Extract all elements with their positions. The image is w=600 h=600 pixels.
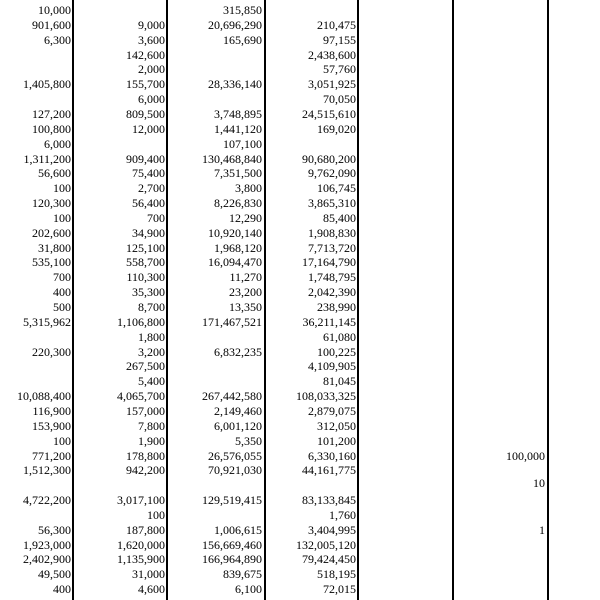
table-cell: 16,094,470: [208, 255, 262, 270]
table-cell: 1,106,800: [117, 314, 165, 329]
table-cell: 178,800: [126, 448, 165, 463]
table-cell: 72,015: [323, 582, 356, 597]
table-cell: [455, 152, 545, 167]
table-cell: [360, 196, 450, 211]
table-cell: 61,080: [323, 329, 356, 344]
table-cell: [360, 476, 450, 491]
table-cell: [360, 33, 450, 48]
table-cell: [455, 345, 545, 360]
table-cell: 4,600: [138, 582, 165, 597]
table-cell: 3,200: [138, 344, 165, 359]
table-cell: 535,100: [32, 255, 71, 270]
table-cell: 12,290: [229, 210, 262, 225]
table-cell: 1,405,800: [23, 77, 71, 92]
table-cell: 100: [53, 181, 71, 196]
table-cell: [170, 476, 262, 491]
table-row: [0, 449, 600, 464]
table-cell: 6,330,160: [308, 448, 356, 463]
table-cell: 83,133,845: [302, 493, 356, 508]
table-row: [0, 241, 600, 256]
table-cell: [360, 211, 450, 226]
table-cell: 901,600: [32, 17, 71, 32]
table-cell: 17,164,790: [302, 255, 356, 270]
table-cell: 6,832,235: [214, 344, 262, 359]
table-cell: 36,211,145: [302, 314, 356, 329]
table-cell: 142,600: [126, 47, 165, 62]
table-cell: 1,748,795: [308, 270, 356, 285]
table-cell: 839,675: [223, 567, 262, 582]
table-cell: 909,400: [126, 151, 165, 166]
table-cell: 4,722,200: [23, 493, 71, 508]
table-cell: [360, 315, 450, 330]
table-cell: [360, 523, 450, 538]
table-cell: [360, 552, 450, 567]
table-cell: 3,404,995: [308, 522, 356, 537]
table-cell: 31,000: [132, 567, 165, 582]
table-cell: [455, 538, 545, 553]
table-cell: [360, 62, 450, 77]
table-cell: 10,088,400: [17, 389, 71, 404]
table-cell: 56,600: [38, 166, 71, 181]
table-cell: [0, 476, 71, 491]
table-cell: 3,748,895: [214, 106, 262, 121]
table-cell: [360, 538, 450, 553]
table-cell: 2,000: [138, 62, 165, 77]
table-cell: [455, 166, 545, 181]
table-cell: 500: [53, 300, 71, 314]
table-cell: 267,442,580: [202, 389, 262, 404]
table-cell: [455, 270, 545, 285]
table-row: [0, 567, 600, 582]
table-cell: [360, 255, 450, 270]
table-row: [0, 285, 600, 300]
table-cell: [360, 285, 450, 300]
table-cell: 1,908,830: [308, 225, 356, 240]
table-cell: [455, 107, 545, 122]
table-cell: [455, 137, 545, 152]
table-cell: [455, 211, 545, 226]
table-cell: 155,700: [126, 77, 165, 92]
table-row: [0, 62, 600, 77]
table-cell: 70,921,030: [208, 463, 262, 478]
table-cell: 101,200: [317, 433, 356, 448]
table-cell: 157,000: [126, 403, 165, 418]
table-cell: [0, 330, 71, 345]
table-cell: [455, 315, 545, 330]
table-cell: [360, 434, 450, 449]
table-row: [0, 166, 600, 181]
table-cell: [360, 107, 450, 122]
table-cell: 100,800: [32, 121, 71, 136]
table-cell: [360, 152, 450, 167]
table-cell: 3,865,310: [308, 196, 356, 211]
table-cell: 100: [147, 507, 165, 522]
table-row: [0, 476, 600, 491]
table-row: [0, 211, 600, 226]
table-cell: 116,900: [32, 403, 71, 418]
table-cell: [360, 419, 450, 434]
table-cell: [360, 3, 450, 18]
table-cell: [360, 181, 450, 196]
table-cell: 5,315,962: [23, 314, 71, 329]
table-cell: 518,195: [317, 567, 356, 582]
table-row: [0, 552, 600, 567]
table-cell: [360, 389, 450, 404]
table-cell: 106,745: [317, 181, 356, 196]
table-cell: 81,045: [323, 374, 356, 389]
table-cell: 100: [53, 210, 71, 225]
table-cell: [360, 48, 450, 63]
table-row: [0, 359, 600, 374]
table-cell: 24,515,610: [302, 106, 356, 121]
table-cell: [455, 419, 545, 434]
table-cell: 108,033,325: [296, 389, 356, 404]
table-cell: 79,424,450: [302, 552, 356, 567]
table-cell: 8,226,830: [214, 196, 262, 211]
table-cell: 110,300: [126, 270, 165, 285]
table-cell: [455, 359, 545, 374]
table-cell: [360, 226, 450, 241]
table-cell: 6,000: [44, 136, 71, 151]
table-cell: 85,400: [323, 210, 356, 225]
table-row: [0, 48, 600, 63]
table-row: [0, 33, 600, 48]
table-cell: [455, 404, 545, 419]
table-cell: 2,438,600: [308, 47, 356, 62]
table-row: [0, 389, 600, 404]
table-cell: 3,600: [138, 32, 165, 47]
table-cell: [455, 389, 545, 404]
table-cell: 57,760: [323, 62, 356, 77]
table-cell: 1,900: [138, 433, 165, 448]
table-cell: 4,065,700: [117, 389, 165, 404]
table-cell: [455, 582, 545, 597]
table-cell: 1,135,900: [117, 552, 165, 567]
table-cell: 100,225: [317, 344, 356, 359]
table-cell: 1,006,615: [214, 522, 262, 537]
table-cell: 153,900: [32, 418, 71, 433]
table-cell: [360, 241, 450, 256]
table-cell: 7,713,720: [308, 240, 356, 255]
table-cell: [455, 181, 545, 196]
table-cell: 267,500: [126, 359, 165, 374]
table-row: [0, 538, 600, 553]
table-cell: 44,161,775: [302, 463, 356, 478]
table-row: [0, 92, 600, 107]
table-row: [0, 315, 600, 330]
table-cell: [360, 359, 450, 374]
table-cell: 10,000: [38, 3, 71, 17]
table-cell: [74, 137, 165, 152]
table-cell: 171,467,521: [202, 314, 262, 329]
table-cell: 6,100: [235, 582, 262, 597]
table-cell: 56,300: [38, 522, 71, 537]
table-cell: 120,300: [32, 196, 71, 211]
table-row: [0, 196, 600, 211]
table-cell: [268, 137, 356, 152]
table-cell: 23,200: [229, 285, 262, 300]
table-row: [0, 404, 600, 419]
table-cell: 9,000: [138, 17, 165, 32]
table-cell: [455, 3, 545, 18]
table-cell: 34,900: [132, 225, 165, 240]
table-cell: [170, 92, 262, 107]
table-cell: 6,300: [44, 32, 71, 47]
table-cell: [360, 374, 450, 389]
table-cell: 4,109,905: [308, 359, 356, 374]
table-cell: [170, 48, 262, 63]
table-cell: 315,850: [223, 3, 262, 17]
table-cell: 220,300: [32, 344, 71, 359]
table-cell: 5,400: [138, 374, 165, 389]
table-cell: [0, 359, 71, 374]
table-cell: 2,402,900: [23, 552, 71, 567]
table-cell: [455, 122, 545, 137]
table-cell: 202,600: [32, 225, 71, 240]
table-cell: [0, 62, 71, 77]
table-row: [0, 122, 600, 137]
table-cell: 125,100: [126, 240, 165, 255]
table-cell: 809,500: [126, 106, 165, 121]
table-cell: [455, 374, 545, 389]
table-cell: [170, 359, 262, 374]
table-cell: 100,000: [506, 448, 545, 463]
table-cell: [455, 330, 545, 345]
table-cell: 132,005,120: [296, 537, 356, 552]
table-cell: [360, 270, 450, 285]
table-row: [0, 107, 600, 122]
table-row: [0, 434, 600, 449]
table-cell: 6,000: [138, 92, 165, 107]
table-cell: 13,350: [229, 300, 262, 314]
table-cell: 28,336,140: [208, 77, 262, 92]
table-row: [0, 270, 600, 285]
table-cell: 1,968,120: [214, 240, 262, 255]
table-cell: 1,620,000: [117, 537, 165, 552]
table-cell: 7,351,500: [214, 166, 262, 181]
table-cell: [360, 582, 450, 597]
table-cell: [455, 196, 545, 211]
table-cell: 127,200: [32, 106, 71, 121]
table-cell: 100: [53, 433, 71, 448]
table-cell: [360, 567, 450, 582]
table-cell: [360, 18, 450, 33]
table-cell: 70,050: [323, 92, 356, 107]
table-cell: [360, 493, 450, 508]
table-cell: [74, 3, 165, 18]
table-cell: [455, 552, 545, 567]
table-cell: 6,001,120: [214, 418, 262, 433]
table-row: [0, 345, 600, 360]
table-cell: [360, 330, 450, 345]
table-cell: [455, 567, 545, 582]
table-cell: [455, 493, 545, 508]
table-cell: [455, 285, 545, 300]
table-cell: [360, 449, 450, 464]
table-cell: 400: [53, 582, 71, 597]
table-cell: 1,800: [138, 329, 165, 344]
table-row: [0, 226, 600, 241]
table-cell: 312,050: [317, 418, 356, 433]
table-row: [0, 508, 600, 523]
table-cell: 5,350: [235, 433, 262, 448]
table-cell: 31,800: [38, 240, 71, 255]
table-cell: 56,400: [132, 196, 165, 211]
table-cell: [455, 434, 545, 449]
table-cell: 12,000: [132, 121, 165, 136]
table-cell: 3,800: [235, 181, 262, 196]
table-cell: 187,800: [126, 522, 165, 537]
table-cell: 130,468,840: [202, 151, 262, 166]
table-cell: 238,990: [317, 300, 356, 314]
table-cell: [170, 508, 262, 523]
table-cell: [455, 33, 545, 48]
table-cell: [0, 508, 71, 523]
table-cell: 1,311,200: [23, 151, 71, 166]
table-cell: 35,300: [132, 285, 165, 300]
table-cell: [170, 330, 262, 345]
table-cell: [360, 92, 450, 107]
table-cell: [268, 3, 356, 18]
table-cell: [0, 374, 71, 389]
table-cell: 169,020: [317, 121, 356, 136]
table-cell: [455, 92, 545, 107]
table-row: [0, 582, 600, 597]
table-cell: [360, 77, 450, 92]
table-cell: [455, 255, 545, 270]
table-cell: [455, 77, 545, 92]
table-cell: 129,519,415: [202, 493, 262, 508]
table-cell: 166,964,890: [202, 552, 262, 567]
table-row: [0, 181, 600, 196]
table-cell: 49,500: [38, 567, 71, 582]
table-cell: 97,155: [323, 32, 356, 47]
table-cell: [455, 508, 545, 523]
table-row: [0, 77, 600, 92]
table-cell: 3,051,925: [308, 77, 356, 92]
table-row: [0, 419, 600, 434]
table-cell: 11,270: [229, 270, 262, 285]
table-cell: [360, 137, 450, 152]
table-cell: [360, 404, 450, 419]
table-cell: 210,475: [317, 17, 356, 32]
table-cell: [170, 62, 262, 77]
table-row: [0, 18, 600, 33]
table-cell: 156,669,460: [202, 537, 262, 552]
table-cell: [455, 48, 545, 63]
table-row: [0, 255, 600, 270]
table-cell: 107,100: [223, 136, 262, 151]
table-cell: 700: [53, 270, 71, 285]
table-row: [0, 330, 600, 345]
table-cell: 771,200: [32, 448, 71, 463]
table-cell: [455, 226, 545, 241]
table-cell: 400: [53, 285, 71, 300]
table-cell: [360, 166, 450, 181]
table-cell: 2,879,075: [308, 403, 356, 418]
table-cell: [360, 122, 450, 137]
table-row: [0, 374, 600, 389]
table-cell: [455, 62, 545, 77]
table-cell: [455, 18, 545, 33]
table-cell: 10,920,140: [208, 225, 262, 240]
table-cell: 9,762,090: [308, 166, 356, 181]
table-cell: 1,512,300: [23, 463, 71, 478]
table-cell: 1,441,120: [214, 121, 262, 136]
table-cell: [170, 374, 262, 389]
table-cell: 165,690: [223, 32, 262, 47]
table-cell: [360, 508, 450, 523]
table-row: [0, 493, 600, 508]
table-cell: 8,700: [138, 300, 165, 314]
table-cell: 90,680,200: [302, 151, 356, 166]
table-cell: 20,696,290: [208, 17, 262, 32]
table-cell: [268, 476, 356, 491]
table-cell: [0, 48, 71, 63]
table-cell: 10: [533, 476, 545, 491]
table-cell: [74, 476, 165, 491]
table-cell: 1,923,000: [23, 537, 71, 552]
table-cell: 2,042,390: [308, 285, 356, 300]
table-cell: 700: [147, 210, 165, 225]
table-row: [0, 137, 600, 152]
table-cell: [0, 92, 71, 107]
table-cell: 26,576,055: [208, 448, 262, 463]
table-cell: 1: [539, 522, 545, 537]
table-cell: 75,400: [132, 166, 165, 181]
table-cell: 2,700: [138, 181, 165, 196]
table-cell: [360, 300, 450, 315]
table-row: [0, 300, 600, 315]
table-cell: 7,800: [138, 418, 165, 433]
table-cell: [455, 241, 545, 256]
table-row: [0, 3, 600, 18]
table-cell: 2,149,460: [214, 403, 262, 418]
table-row: [0, 523, 600, 538]
table-cell: 942,200: [126, 463, 165, 478]
table-cell: 558,700: [126, 255, 165, 270]
table-row: [0, 152, 600, 167]
table-cell: [360, 345, 450, 360]
table-cell: 3,017,100: [117, 493, 165, 508]
table-cell: [455, 300, 545, 315]
table-cell: 1,760: [329, 507, 356, 522]
